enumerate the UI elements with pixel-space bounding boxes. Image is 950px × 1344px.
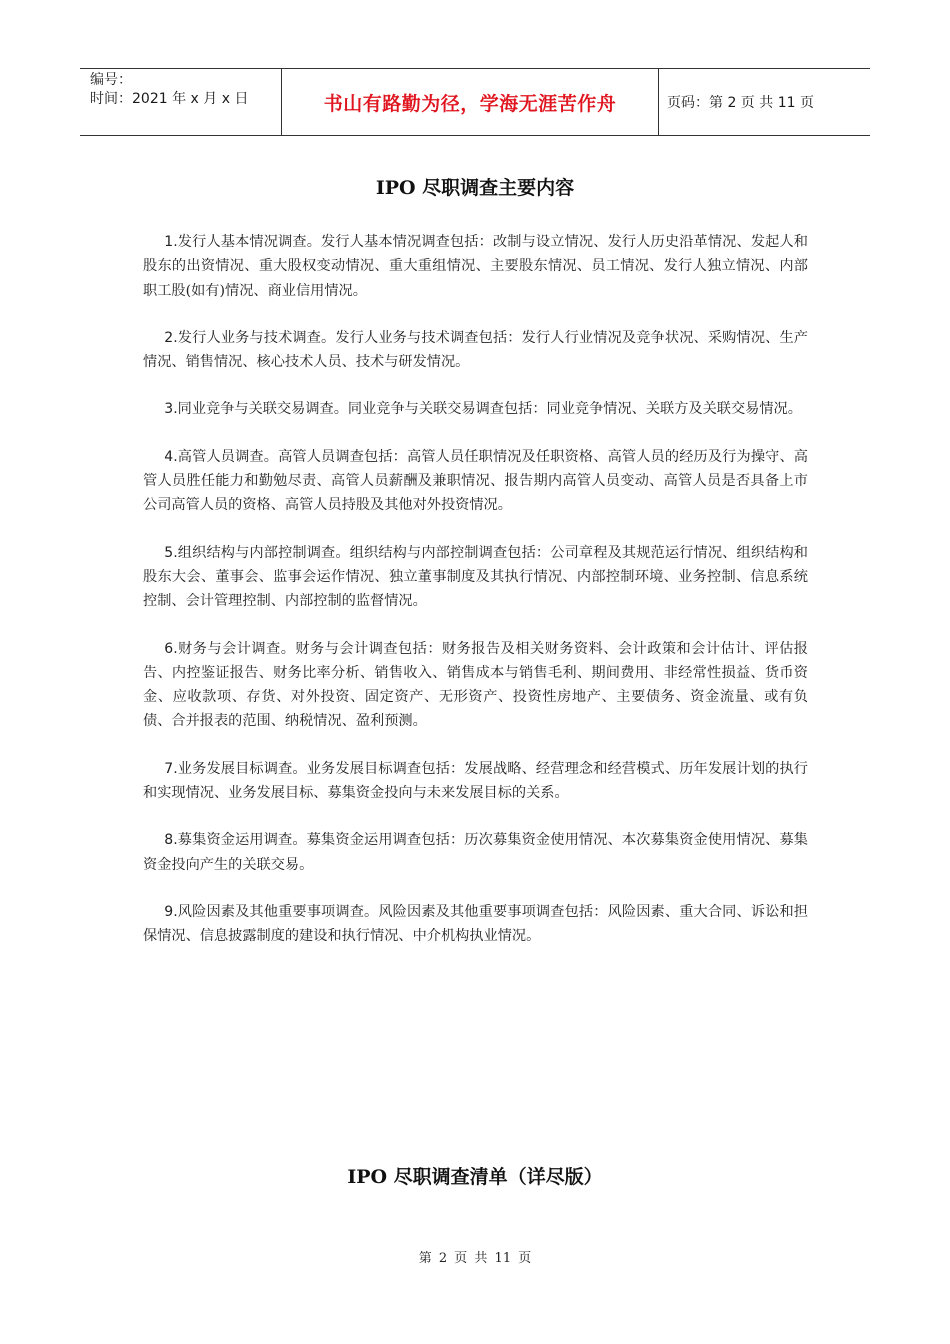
- paragraph-number: 9.: [164, 903, 178, 920]
- paragraph-number: 6.: [164, 640, 178, 657]
- header-page-info: 页码：第 2 页 共 11 页: [667, 95, 814, 111]
- document-time-label: 时间：2021 年 x 月 x 日: [90, 91, 249, 107]
- paragraph-text: 募集资金运用调查。募集资金运用调查包括：历次募集资金使用情况、本次募集资金使用情况、募集资金投向产生的关联交易。: [143, 832, 808, 873]
- document-number-label: 编号：: [90, 72, 132, 88]
- document-body: [143, 230, 808, 972]
- page-title: IPO 尽职调查主要内容: [375, 177, 575, 199]
- section-title: IPO 尽职调查清单（详尽版）: [347, 1166, 603, 1188]
- paragraph-text: 组织结构与内部控制调查。组织结构与内部控制调查包括：公司章程及其规范运行情况、组织结构和股东大会、董事会、监事会运作情况、独立董事制度及其执行情况、内部控制环境、业务控制、信息系统控制、会计管理控制、内部控制的监督情况。: [143, 544, 808, 610]
- header-motto: 书山有路勤为径，学海无涯苦作舟: [282, 69, 659, 135]
- paragraph-1: [143, 230, 808, 303]
- paragraph-text: 同业竞争与关联交易调查。同业竞争与关联交易调查包括：同业竞争情况、关联方及关联交易情况。: [177, 401, 802, 418]
- paragraph-3: [143, 397, 808, 421]
- paragraph-number: 7.: [164, 760, 178, 777]
- paragraph-9: [143, 900, 808, 949]
- paragraph-text: 发行人业务与技术调查。发行人业务与技术调查包括：发行人行业情况及竞争状况、采购情况、生产情况、销售情况、核心技术人员、技术与研发情况。: [143, 329, 808, 371]
- paragraph-number: 3.: [164, 401, 178, 418]
- paragraph-number: 8.: [164, 832, 178, 849]
- paragraph-7: [143, 757, 808, 806]
- paragraph-5: [143, 541, 808, 614]
- paragraph-text: 发行人基本情况调查。发行人基本情况调查包括：改制与设立情况、发行人历史沿革情况、发起人和股东的出资情况、重大股权变动情况、重大重组情况、主要股东情况、员工情况、发行人独立情况、内部职工股(如有)情况、商业信用情况。: [143, 234, 808, 299]
- paragraph-text: 业务发展目标调查。业务发展目标调查包括：发展战略、经营理念和经营模式、历年发展计划的执行和实现情况、业务发展目标、募集资金投向与未来发展目标的关系。: [143, 760, 808, 802]
- paragraph-text: 财务与会计调查。财务与会计调查包括：财务报告及相关财务资料、会计政策和会计估计、评估报告、内控鉴证报告、财务比率分析、销售收入、销售成本与销售毛利、期间费用、非经常性损益、货币资金、应收款项、存货、对外投资、固定资产、无形资产、投资性房地产、主要债务、资金流量、或有负债、合并报表的范围、纳税情况、盈利预测。: [143, 640, 808, 730]
- paragraph-text: 风险因素及其他重要事项调查。风险因素及其他重要事项调查包括：风险因素、重大合同、诉讼和担保情况、信息披露制度的建设和执行情况、中介机构执业情况。: [143, 903, 808, 945]
- paragraph-number: 5.: [164, 544, 178, 561]
- paragraph-number: 2.: [164, 329, 178, 346]
- paragraph-number: 1.: [164, 234, 178, 250]
- paragraph-6: [143, 637, 808, 734]
- paragraph-number: 4.: [164, 448, 178, 465]
- paragraph-text: 高管人员调查。高管人员调查包括：高管人员任职情况及任职资格、高管人员的经历及行为操守、高管人员胜任能力和勤勉尽责、高管人员薪酬及兼职情况、报告期内高管人员变动、高管人员是否具备上市公司高管人员的资格、高管人员持股及其他对外投资情况。: [143, 448, 808, 514]
- page-footer: 第 2 页 共 11 页: [418, 1251, 532, 1266]
- paragraph-4: [143, 445, 808, 518]
- header-meta: [80, 69, 282, 135]
- paragraph-8: [143, 828, 808, 877]
- page-header: [80, 68, 870, 136]
- paragraph-2: [143, 326, 808, 375]
